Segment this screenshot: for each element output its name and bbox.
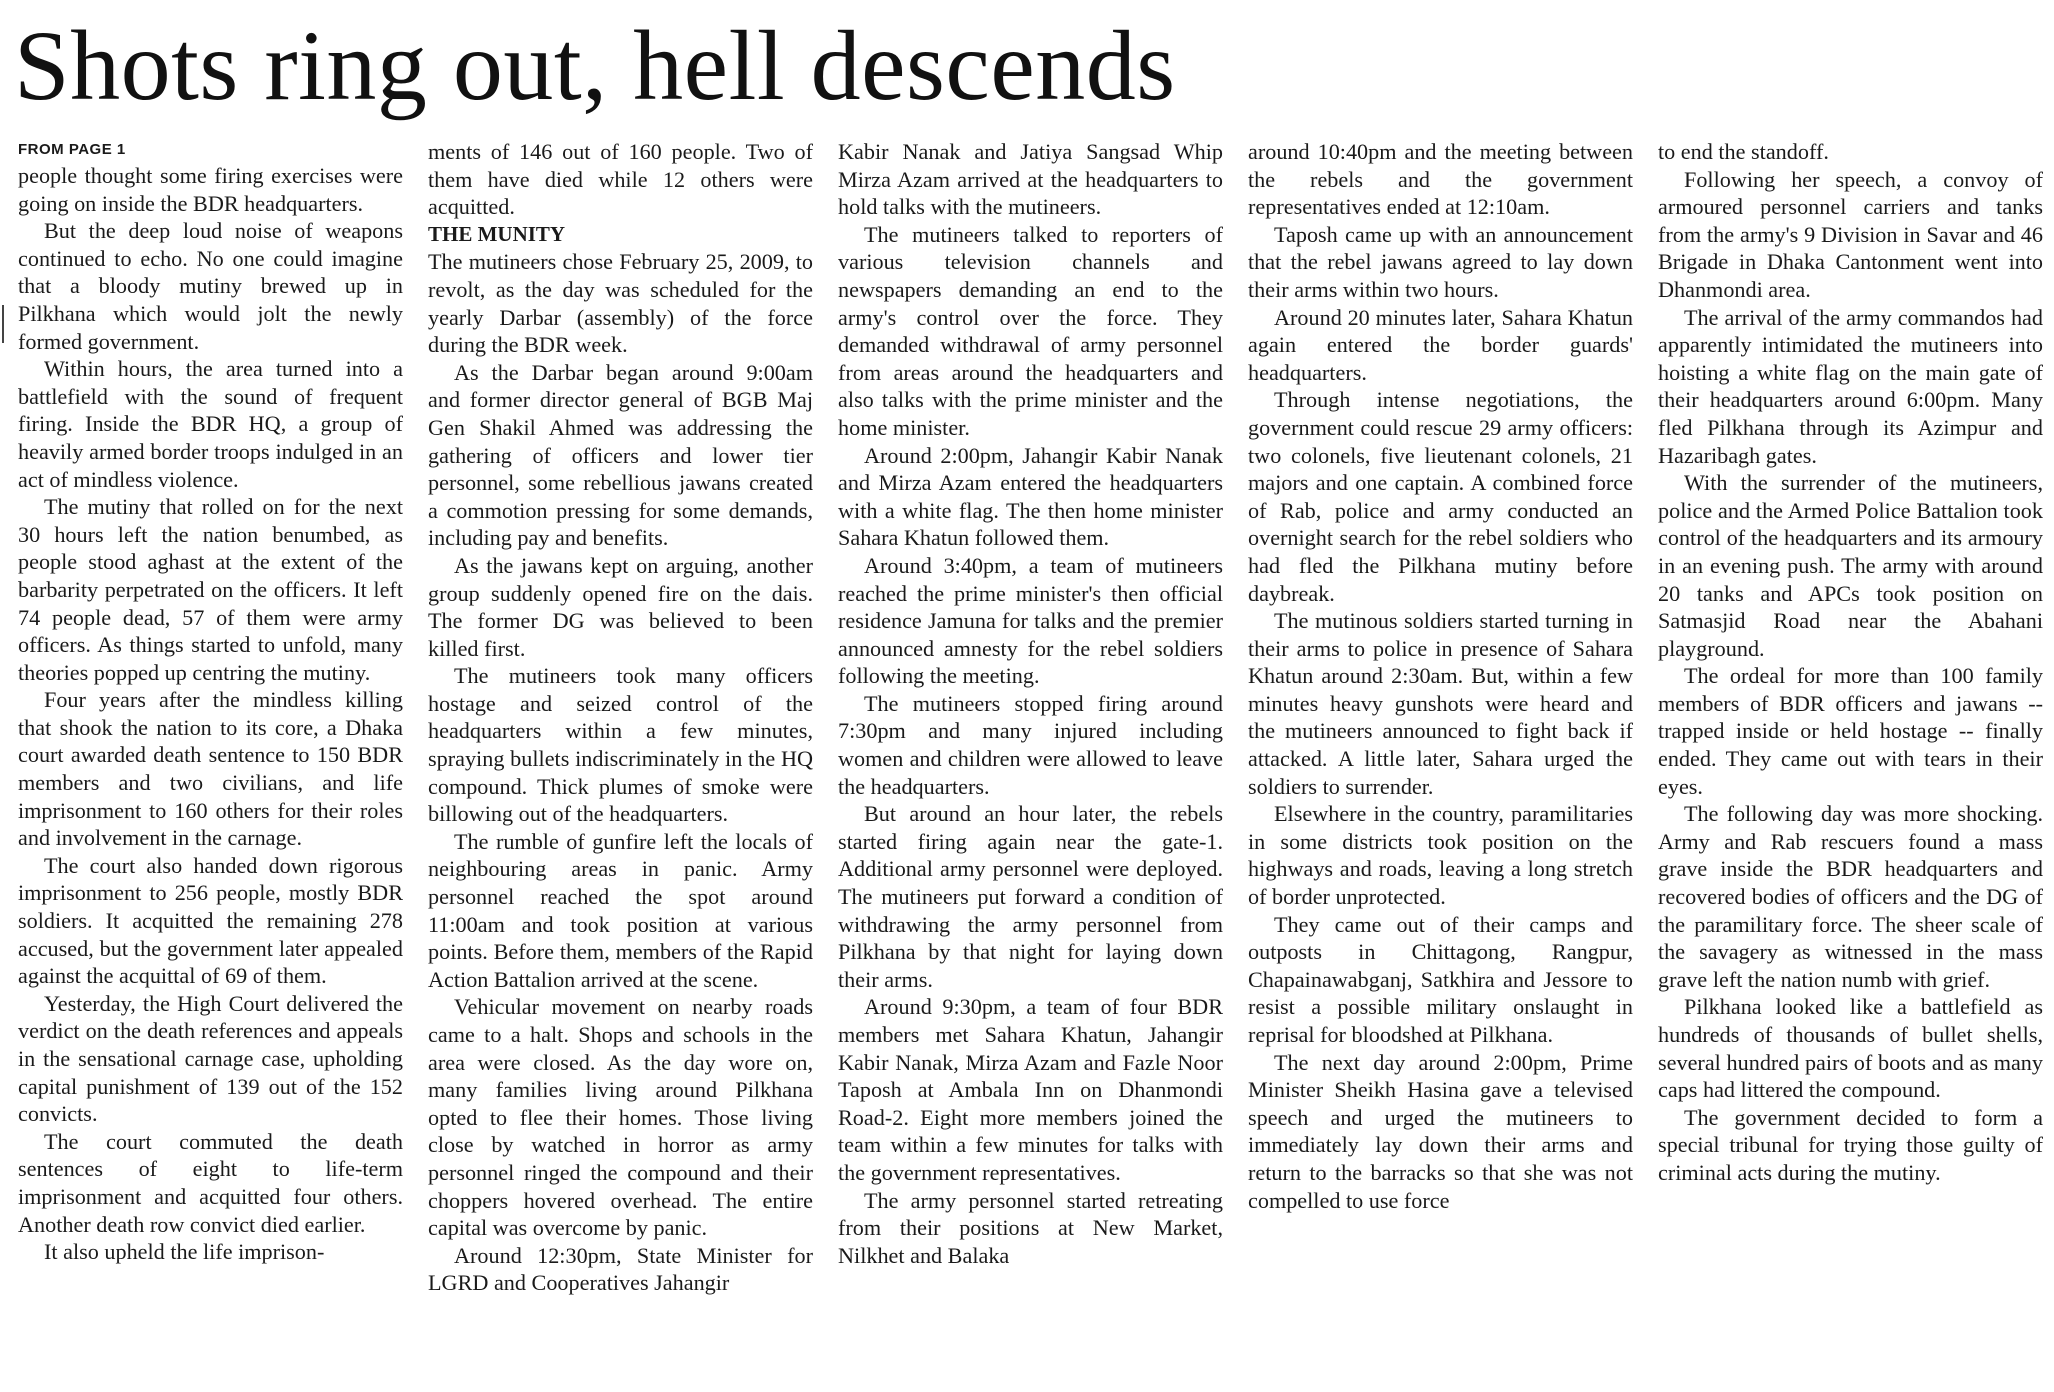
paragraph: The arrival of the army commandos had apparently intimidated the mutineers into hoisting a white flag on the main gate of their headquarters around 6:00pm. Many fled Pilkhana through its Azimpur and Hazaribagh gates. [1658, 304, 2043, 468]
paragraph: Yesterday, the High Court delivered the verdict on the death references and appeals in the sensational carnage case, upholding capital punishment of 139 out of the 152 convicts. [18, 990, 403, 1127]
paragraph: With the surrender of the mutineers, police and the Armed Police Battalion took control of the headquarters and its armoury in an evening push. The army with around 20 tanks and APCs took position on Satmasjid Road near the Abahani playground. [1658, 470, 2043, 661]
paragraph: But the deep loud noise of weapons continued to echo. No one could imagine that a bloody mutiny brewed up in Pilkhana which would jolt the newly formed government. [18, 218, 403, 354]
paragraph: But around an hour later, the rebels started firing again near the gate-1. Additional army personnel were deployed. The mutineers put forward a condition of withdrawing the army personnel from Pilkhana by that night for laying down their arms. [838, 801, 1223, 992]
margin-rule [2, 305, 4, 343]
paragraph: The next day around 2:00pm, Prime Minister Sheikh Hasina gave a televised speech and urged the mutineers to immediately lay down their arms and return to the barracks so that she was not compelled to use force [1248, 1049, 1633, 1213]
subhead: THE MUNITY [428, 221, 566, 246]
paragraph: Vehicular movement on nearby roads came to a halt. Shops and schools in the area were closed. As the day wore on, many families living around Pilkhana opted to flee their homes. Those living close by watched in horror as army personnel ringed the compound and their choppers hovered overhead. The entire capital was overcome by panic. [428, 994, 813, 1241]
paragraph: Elsewhere in the country, paramilitaries in some districts took position on the highways and roads, leaving a long stretch of border unprotected. [1248, 801, 1633, 910]
paragraph: Following her speech, a convoy of armoured personnel carriers and tanks from the army's 9 Division in Savar and 46 Brigade in Dhaka Cantonment went into Dhanmondi area. [1658, 166, 2043, 302]
paragraph: ments of 146 out of 160 people. Two of them have died while 12 others were acquitted. [428, 139, 813, 220]
paragraph: Around 3:40pm, a team of mutineers reached the prime minister's then official residence Jamuna for talks and the premier announced amnesty for the rebel soldiers following the meeting. [838, 552, 1223, 689]
paragraph: The following day was more shocking. Army and Rab rescuers found a mass grave inside the BDR headquarters and recovered bodies of officers and the DG of the paramilitary force. The sheer scale of the savagery as witnessed in the mass grave left the nation numb with grief. [1658, 801, 2043, 992]
paragraph: Around 20 minutes later, Sahara Khatun again entered the border guards' headquarters. [1248, 304, 1633, 385]
paragraph: Around 9:30pm, a team of four BDR members met Sahara Khatun, Jahangir Kabir Nanak, Mirza Azam and Fazle Noor Taposh at Ambala Inn on Dhanmondi Road-2. Eight more members joined the team within a few minutes for talks with the government representatives. [838, 994, 1223, 1185]
paragraph: Taposh came up with an announcement that the rebel jawans agreed to lay down their arms within two hours. [1248, 221, 1633, 302]
paragraph: around 10:40pm and the meeting between the rebels and the government representatives ended at 12:10am. [1248, 139, 1633, 220]
paragraph: to end the standoff. [1658, 139, 1829, 164]
paragraph: As the jawans kept on arguing, another group suddenly opened fire on the dais. The former DG was believed to been killed first. [428, 552, 813, 661]
paragraph: The mutineers took many officers hostage and seized control of the headquarters within a few minutes, spraying bullets indiscriminately in the HQ compound. Thick plumes of smoke were billowing out of the headquarters. [428, 663, 813, 827]
paragraph: people thought some firing exercises were going on inside the BDR headquarters. [18, 163, 403, 216]
continuation-kicker: FROM PAGE 1 [18, 141, 126, 158]
column-1 [18, 138, 403, 1388]
paragraph: The mutinous soldiers started turning in their arms to police in presence of Sahara Khatun around 2:30am. But, within a few minutes heavy gunshots were heard and the mutineers announced to fight back if attacked. A little later, Sahara urged the soldiers to surrender. [1248, 608, 1633, 799]
paragraph: Kabir Nanak and Jatiya Sangsad Whip Mirza Azam arrived at the headquarters to hold talks with the mutineers. [838, 139, 1223, 220]
paragraph: Through intense negotiations, the government could rescue 29 army officers: two colonels, five lieutenant colonels, 21 majors and one captain. A combined force of Rab, police and army conducted an overnight search for the rebel soldiers who had fled the Pilkhana mutiny before daybreak. [1248, 387, 1633, 606]
column-4 [1248, 138, 1633, 1388]
paragraph: The mutiny that rolled on for the next 30 hours left the nation benumbed, as people stood aghast at the extent of the barbarity perpetrated on the officers. It left 74 people dead, 57 of them were army officers. As things started to unfold, many theories popped up centring the mutiny. [18, 494, 403, 685]
paragraph: The mutineers talked to reporters of various television channels and newspapers demanding an end to the army's control over the force. They demanded withdrawal of army personnel from areas around the headquarters and also talks with the prime minister and the home minister. [838, 221, 1223, 440]
column-3-paragraphs [838, 138, 1223, 1269]
paragraph: The court commuted the death sentences of eight to life-term imprisonment and acquitted four others. Another death row convict died earlier. [18, 1128, 403, 1237]
column-2-lead-paragraphs [428, 138, 813, 221]
paragraph: The army personnel started retreating from their positions at New Market, Nilkhet and Balaka [838, 1187, 1223, 1268]
paragraph: Around 12:30pm, State Minister for LGRD and Cooperatives Jahangir [428, 1242, 813, 1296]
paragraph: Around 2:00pm, Jahangir Kabir Nanak and Mirza Azam entered the headquarters with a white flag. The then home minister Sahara Khatun followed them. [838, 442, 1223, 551]
paragraph: The government decided to form a special tribunal for trying those guilty of criminal acts during the mutiny. [1658, 1104, 2043, 1185]
column-1-paragraphs [18, 162, 403, 1266]
paragraph: Within hours, the area turned into a battlefield with the sound of frequent firing. Inside the BDR HQ, a group of heavily armed border troops indulged in an act of mindless violence. [18, 356, 403, 492]
paragraph: Four years after the mindless killing that shook the nation to its core, a Dhaka court awarded death sentence to 150 BDR members and two civilians, and life imprisonment to 160 others for their roles and involvement in the carnage. [18, 687, 403, 851]
paragraph: The rumble of gunfire left the locals of neighbouring areas in panic. Army personnel reached the spot around 11:00am and took position at various points. Before them, members of the Rapid Action Battalion arrived at the scene. [428, 828, 813, 992]
headline: Shots ring out, hell descends [14, 10, 1176, 121]
column-4-paragraphs [1248, 138, 1633, 1214]
paragraph: As the Darbar began around 9:00am and former director general of BGB Maj Gen Shakil Ahmed was addressing the gathering of officers and lower tier personnel, some rebellious jawans created a commotion pressing for some demands, including pay and benefits. [428, 359, 813, 551]
paragraph: They came out of their camps and outposts in Chittagong, Rangpur, Chapainawabganj, Satkhira and Jessore to resist a possible military onslaught in reprisal for bloodshed at Pilkhana. [1248, 911, 1633, 1047]
paragraph: Pilkhana looked like a battlefield as hundreds of thousands of bullet shells, several hundred pairs of boots and as many caps had littered the compound. [1658, 994, 2043, 1103]
paragraph: The mutineers chose February 25, 2009, to revolt, as the day was scheduled for the yearly Darbar (assembly) of the force during the BDR week. [428, 249, 813, 358]
paragraph: The mutineers stopped firing around 7:30pm and many injured including women and children were allowed to leave the headquarters. [838, 690, 1223, 799]
paragraph: It also upheld the life imprison- [44, 1239, 325, 1265]
column-5 [1658, 138, 2043, 1388]
paragraph: The court also handed down rigorous imprisonment to 256 people, mostly BDR soldiers. It acquitted the remaining 278 accused, but the government later appealed against the acquittal of 69 of them. [18, 852, 403, 989]
column-5-paragraphs [1658, 138, 2043, 1187]
column-2-paragraphs [428, 248, 813, 1297]
paragraph: The ordeal for more than 100 family members of BDR officers and jawans -- trapped inside or held hostage -- finally ended. They came out with tears in their eyes. [1658, 663, 2043, 799]
column-2 [428, 138, 813, 1388]
article-body [18, 138, 2044, 1388]
column-3 [838, 138, 1223, 1388]
